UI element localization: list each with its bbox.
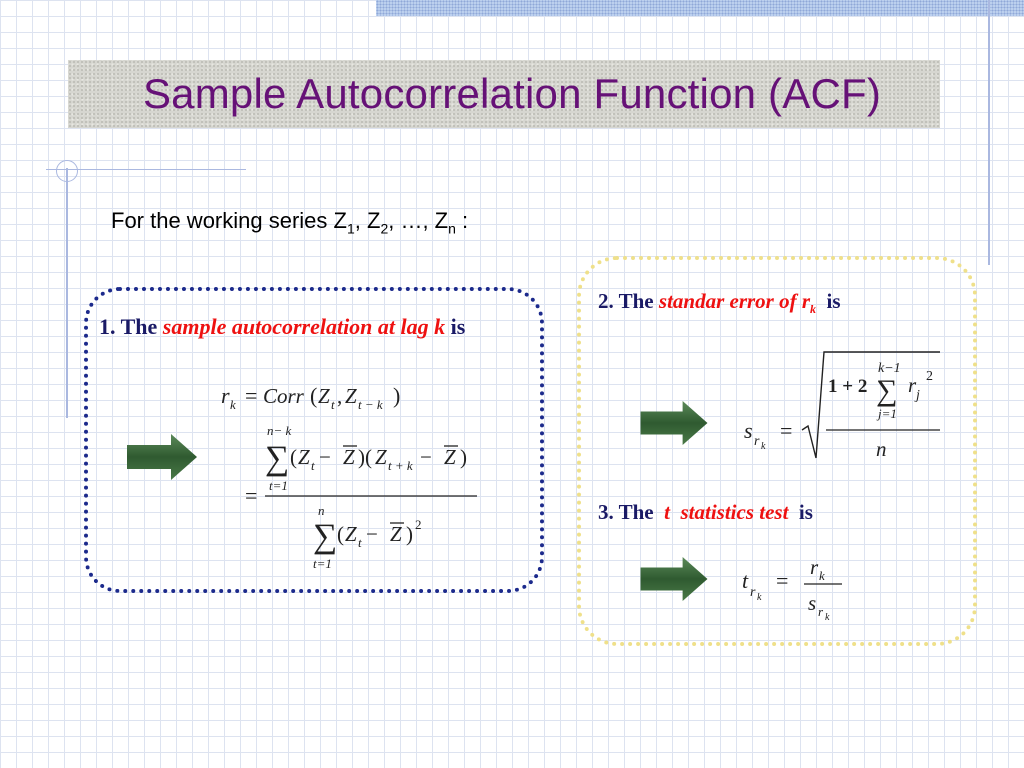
svg-text:r: r — [908, 373, 917, 397]
svg-text:(: ( — [290, 445, 297, 469]
item-tail: is — [798, 500, 813, 524]
svg-text:r: r — [221, 383, 230, 408]
svg-text:r: r — [810, 555, 819, 579]
svg-text:∑: ∑ — [876, 374, 898, 407]
item-symbol: r — [801, 289, 811, 313]
intro-sep: , Z — [354, 208, 381, 233]
svg-text:k: k — [230, 397, 236, 412]
svg-text:∑: ∑ — [265, 440, 290, 477]
svg-text:n− k: n− k — [267, 423, 292, 438]
svg-text:)(: )( — [358, 445, 372, 469]
svg-text:k: k — [761, 441, 766, 452]
svg-text:(: ( — [310, 383, 318, 408]
item-lead: The — [120, 314, 158, 339]
arrow-right-icon — [639, 557, 709, 601]
svg-text:k: k — [825, 612, 830, 623]
svg-text:s: s — [744, 418, 753, 443]
item-number: 2. — [598, 289, 614, 313]
svg-text:j=1: j=1 — [878, 406, 897, 421]
svg-text:s: s — [808, 591, 817, 615]
svg-text:Z: Z — [345, 384, 357, 408]
svg-text:2: 2 — [926, 369, 933, 384]
header-decor-band — [376, 0, 1024, 16]
item-highlight: t statistics test — [664, 500, 789, 524]
svg-text:=: = — [776, 568, 789, 593]
arrow-right-icon — [639, 401, 709, 445]
t-statistic-formula — [740, 554, 860, 626]
svg-text:Corr: Corr — [263, 384, 304, 408]
svg-text:): ) — [406, 522, 413, 546]
svg-text:t − k: t − k — [358, 397, 383, 412]
item2-heading — [598, 289, 841, 317]
svg-text:∑: ∑ — [313, 518, 338, 555]
svg-text:t: t — [742, 568, 749, 593]
svg-text:2: 2 — [415, 517, 422, 532]
intro-sub: 1 — [346, 220, 355, 237]
svg-text:Z: Z — [345, 522, 357, 546]
svg-text:=: = — [245, 483, 258, 508]
item-highlight: sample autocorrelation at lag k — [162, 314, 446, 339]
item3-heading — [598, 500, 813, 525]
svg-text:,: , — [337, 384, 343, 408]
svg-text:k: k — [757, 592, 762, 603]
svg-text:j: j — [916, 388, 920, 403]
svg-text:−: − — [420, 445, 432, 469]
svg-text:=: = — [245, 383, 258, 408]
svg-text:t: t — [331, 397, 335, 412]
svg-text:t + k: t + k — [388, 458, 413, 473]
svg-text:k: k — [819, 568, 825, 583]
acf-formula — [215, 375, 515, 575]
svg-text:Z: Z — [390, 522, 402, 546]
slide-title: Sample Autocorrelation Function (ACF) — [142, 70, 882, 117]
svg-text:): ) — [393, 383, 401, 408]
item-highlight: standar error of — [658, 289, 797, 313]
item-number: 3. — [598, 500, 614, 524]
intro-sub: n — [448, 220, 456, 237]
intro-prefix: For the working series Z — [111, 208, 347, 233]
svg-text:−: − — [366, 522, 378, 546]
intro-sub: 2 — [380, 220, 389, 237]
svg-text:Z: Z — [444, 445, 456, 469]
arrow-right-icon — [127, 434, 197, 480]
svg-text:n: n — [318, 503, 325, 518]
item-tail: is — [450, 314, 466, 339]
svg-text:t: t — [311, 458, 315, 473]
decor-circle — [56, 160, 78, 182]
svg-text:t=1: t=1 — [269, 478, 288, 493]
svg-text:Z: Z — [318, 384, 330, 408]
svg-text:t: t — [358, 535, 362, 550]
svg-text:−: − — [319, 445, 331, 469]
svg-text:n: n — [876, 437, 887, 461]
decor-line — [66, 168, 68, 418]
item-symbol-sub: k — [810, 302, 817, 317]
svg-text:k−1: k−1 — [878, 361, 901, 376]
svg-text:r: r — [818, 604, 824, 619]
intro-suffix: : — [455, 208, 469, 233]
item-number: 1. — [99, 314, 116, 339]
svg-text:(: ( — [337, 522, 344, 546]
svg-text:): ) — [460, 445, 467, 469]
intro-sep: , …, Z — [388, 208, 449, 233]
decor-line — [988, 0, 990, 265]
svg-text:=: = — [780, 418, 793, 443]
svg-text:1 + 2: 1 + 2 — [828, 376, 868, 397]
item-tail: is — [826, 289, 841, 313]
item-lead: The — [618, 500, 654, 524]
svg-text:t=1: t=1 — [313, 556, 332, 571]
item1-heading — [99, 314, 465, 340]
intro-text — [111, 208, 468, 236]
item-lead: The — [618, 289, 654, 313]
svg-text:Z: Z — [298, 445, 310, 469]
svg-text:r: r — [750, 585, 756, 600]
svg-text:Z: Z — [343, 445, 355, 469]
svg-text:Z: Z — [375, 445, 387, 469]
standard-error-formula — [740, 348, 950, 466]
svg-text:r: r — [754, 434, 760, 449]
